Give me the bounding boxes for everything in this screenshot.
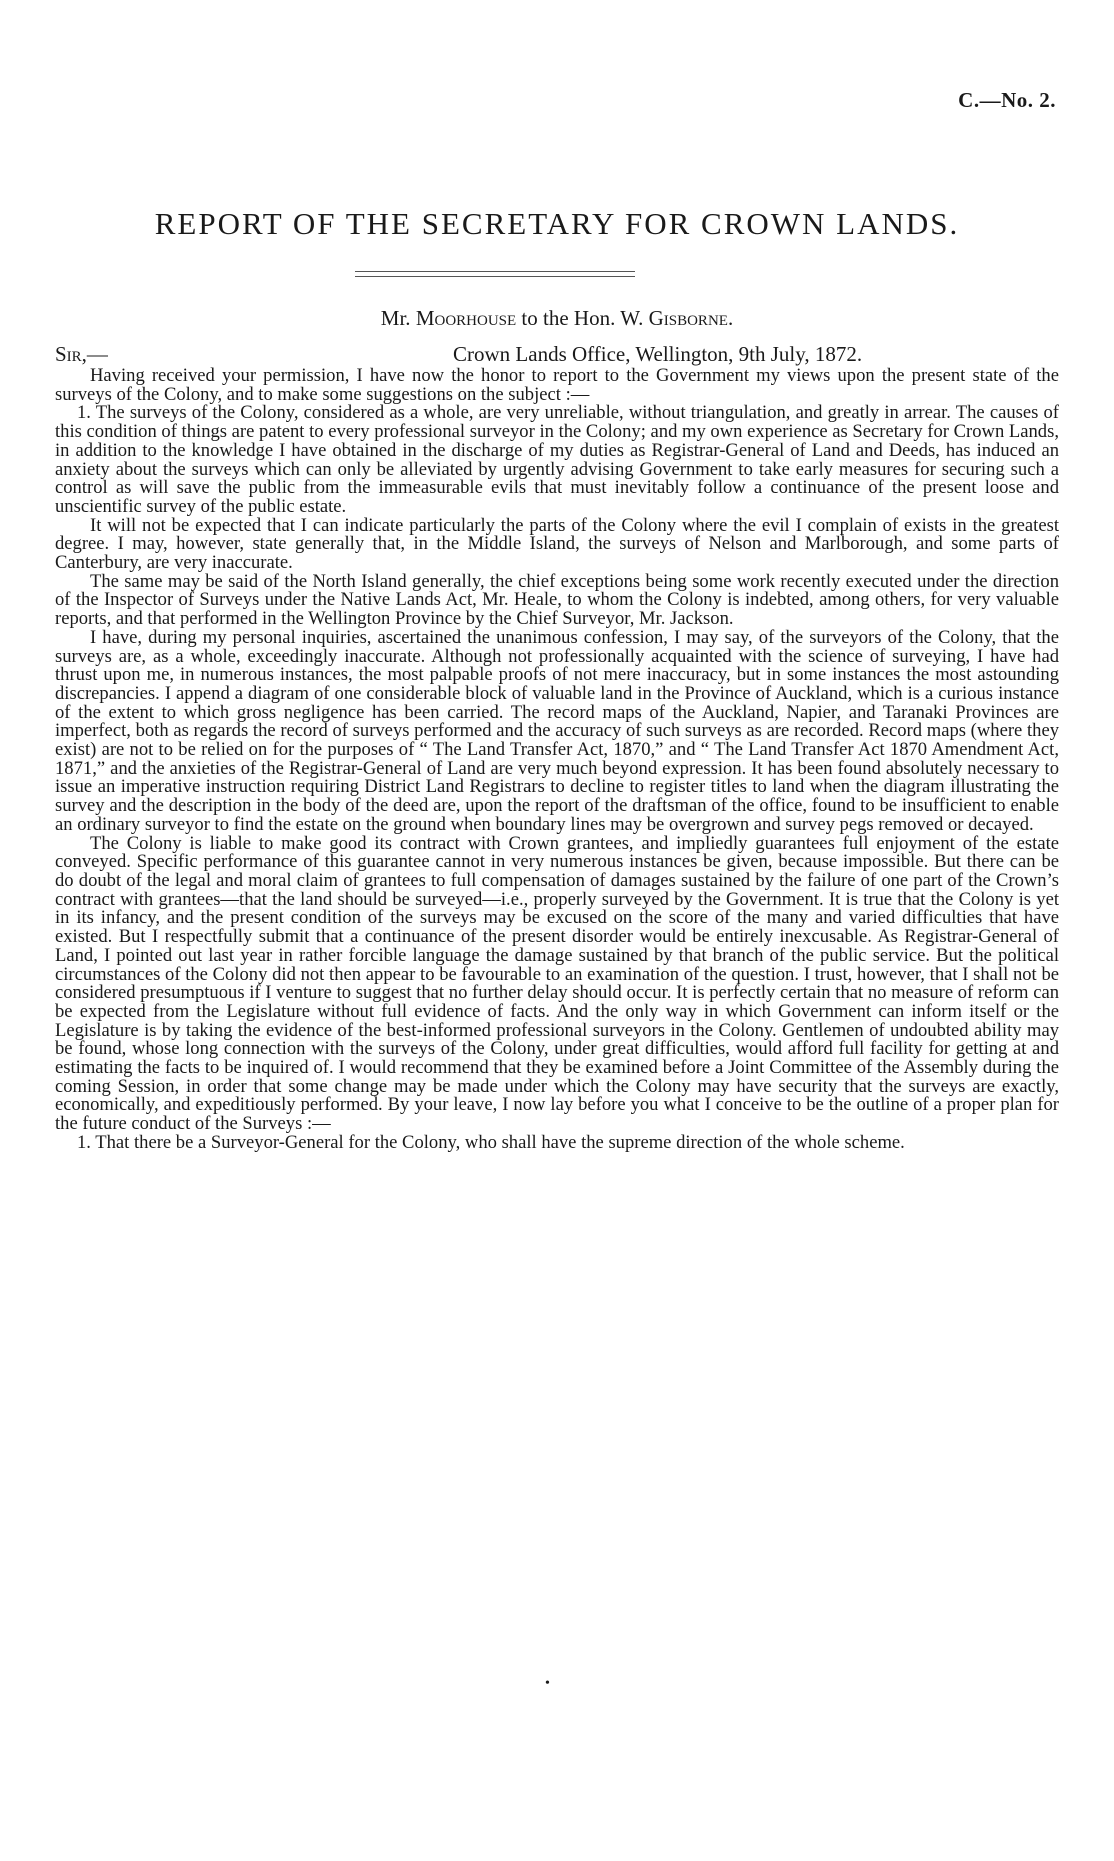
paragraph-surveys-unreliable: 1. The surveys of the Colony, considered as a whole, are very unreliable, without triangulation, and greatly in arrear. The causes of this condition of things are patent to every professional surveyor in the Colony; and my own experience as Secretary for Crown Lands, in addition to the knowledge I have obtained in the discharge of my duties as Registrar-General of Land and Deeds, has induced an anxiety about the surveys which can only be alleviated by urgently advising Government to take early measures for securing such a control as will save the public from the immeasurable evils that must inevitably follow a continuance of the present loose and unscientific survey of the public estate. [55,402,1059,517]
heading-to: Gisborne [648,306,728,330]
paragraph-intro: Having received your permission, I have now the honor to report to the Government my views upon the present state of the surveys of the Colony, and to make some suggestions on the subject :— [55,365,1059,405]
heading-from: Moorhouse [415,306,517,330]
heading-suffix: . [727,306,734,330]
paragraph-middle-island: It will not be expected that I can indicate particularly the parts of the Colony where the evil I complain of exists in the greatest degree. I may, however, state generally that, in the Middle Island, the surveys of Nelson and Marlborough, and some parts of Canterbury, are very inaccurate. [55,514,1059,574]
heading-prefix: Mr. [380,306,416,330]
document-reference: C.—No. 2. [958,88,1056,112]
paragraph-colony-liability: The Colony is liable to make good its contract with Crown grantees, and impliedly guarantees full enjoyment of the estate conveyed. Specific performance of this guarantee cannot in very numerous instances be given, because impossible. But there can be do doubt of the legal and moral claim of grantees to full compensation of damages sustained by the failure of one part of the Crown’s contract with grantees—that the land should be surveyed—i.e., properly surveyed by the Government. It is true that the Colony is yet in its infancy, and the present condition of the surveys may be excused on the score of the many and varied difficulties that have existed. But I respectfully submit that a continuance of the present disorder would be entirely inexcusable. As Registrar-General of Land, I pointed out last year in rather forcible language the damage sustained by that branch of the public service. But the political circumstances of the Colony did not then appear to be favourable to an examination of the question. I trust, however, that I shall not be considered presumptuous if I venture to suggest that no further delay should occur. It is perfectly certain that no measure of reform can be expected from the Legislature without full evidence of facts. And the only way in which Government can inform itself or the Legislature is by taking the evidence of the best-informed professional surveyors in the Colony. Gentlemen of undoubted ability may be found, whose long connection with the surveys of the Colony, under great difficulties, would afford full facility for getting at and estimating the facts to be inquired of. I would recommend that they be examined before a Joint Committee of the Assembly during the coming Session, in order that some change may be made under which the Colony may have security that the surveys are exactly, economically, and expeditiously performed. By your leave, I now lay before you what I conceive to be the outline of a proper plan for the future conduct of the Surveys :— [55,832,1059,1135]
letter-body [55,367,1059,1153]
page-mark: • [545,1676,550,1691]
paragraph-north-island: The same may be said of the North Island generally, the chief exceptions being some work recently executed under the direction of the Inspector of Surveys under the Native Lands Act, Mr. Heale, to whom the Colony is indebted, among others, for very valuable reports, and that performed in the Wellington Province by the Chief Surveyor, Mr. Jackson. [55,570,1059,630]
paragraph-personal-inquiries: I have, during my personal inquiries, ascertained the unanimous confession, I may say, of the surveyors of the Colony, that the surveys are, as a whole, exceedingly inaccurate. Although not professionally acquainted with the science of surveying, I have had thrust upon me, in numerous instances, the most palpable proofs of not mere inaccuracy, but in some instances the most astounding discrepancies. I append a diagram of one considerable block of valuable land in the Province of Auckland, which is a curious instance of the extent to which gross negligence has been carried. The record maps of the Auckland, Napier, and Taranaki Provinces are imperfect, both as regards the record of surveys performed and the accuracy of such surveys as are recorded. Record maps (where they exist) are not to be relied on for the purposes of “ The Land Transfer Act, 1870,” and “ The Land Transfer Act 1870 Amendment Act, 1871,” and the anxieties of the Registrar-General of Land are very much beyond expression. It has been found absolutely necessary to issue an imperative instruction requiring District Land Registrars to decline to register titles to land when the diagram illustrating the survey and the description in the body of the deed are, upon the report of the draftsman of the office, found to be insufficient to enable an ordinary surveyor to find the estate on the ground when boundary lines may be overgrown and survey pegs removed or decayed. [55,626,1059,835]
dateline: Crown Lands Office, Wellington, 9th July, 1872. [453,342,863,366]
title-rule [355,271,635,277]
heading-middle: to the Hon. W. [516,306,649,330]
letter-heading [0,306,1114,331]
salutation: Sir,— [55,342,108,366]
paragraph-surveyor-general: 1. That there be a Surveyor-General for the Colony, who shall have the supreme direction of the whole scheme. [77,1131,905,1153]
report-title: REPORT OF THE SECRETARY FOR CROWN LANDS. [154,206,960,241]
